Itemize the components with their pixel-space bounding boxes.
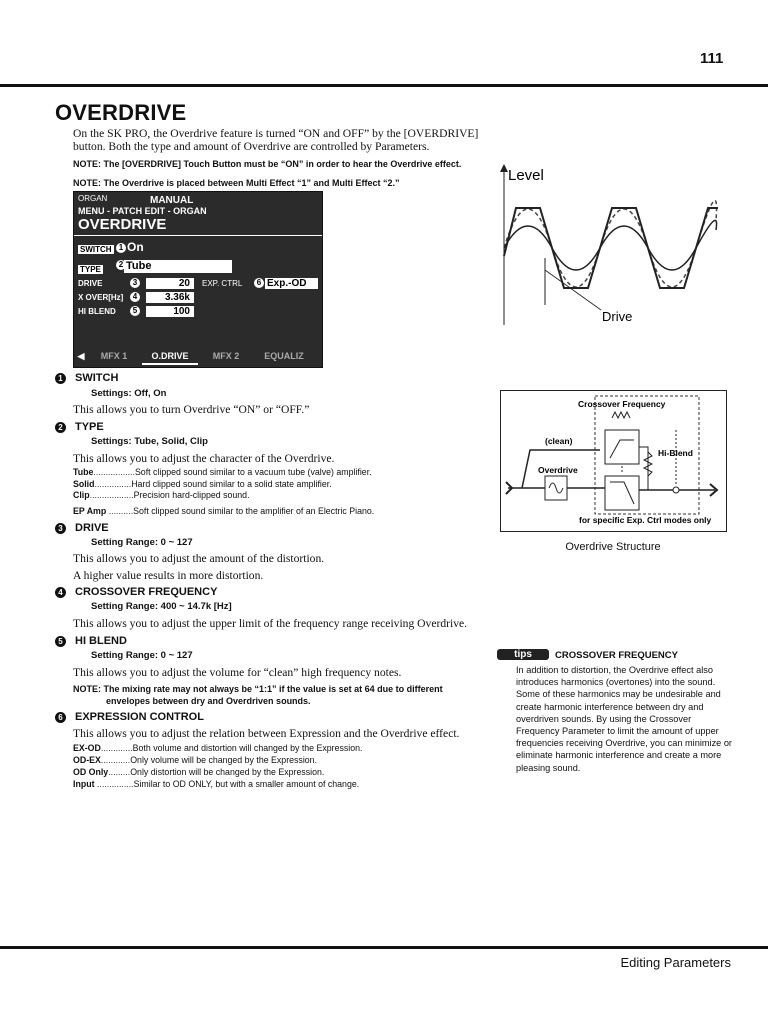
- hiblend-note-line-2: envelopes between dry and Overdriven sounds.: [106, 696, 311, 706]
- lcd-type-label: TYPE: [80, 265, 101, 274]
- tab-left-arrow-icon[interactable]: ◀: [77, 351, 85, 361]
- waveform-drive-label: Drive: [602, 309, 633, 324]
- lcd-marker-4: 4: [130, 292, 140, 302]
- crossover-settings: Setting Range: 400 ~ 14.7k [Hz]: [91, 601, 232, 612]
- lcd-exp-label: EXP. CTRL: [202, 279, 243, 288]
- lcd-xover-value: 3.36k: [146, 292, 194, 303]
- footer-rule: [0, 946, 768, 949]
- hiblend-settings: Setting Range: 0 ~ 127: [91, 650, 193, 661]
- section-number-badge: 6: [55, 712, 66, 723]
- def-input: Input ...............Similar to OD ONLY, but with a smaller amount of change.: [73, 779, 360, 789]
- diagram-exp-note: for specific Exp. Ctrl modes only: [579, 515, 712, 525]
- def-ex-od: EX-OD.............Both volume and distortion will changed by the Expression.: [73, 743, 363, 753]
- tab-mfx2[interactable]: MFX 2: [212, 351, 240, 361]
- lcd-exp-value: Exp.-OD: [265, 278, 318, 289]
- switch-description: This allows you to turn Overdrive “ON” or “OFF.”: [73, 403, 310, 416]
- lcd-screen: [73, 191, 323, 368]
- mix-node: [673, 487, 679, 493]
- section-hiblend-title: 5 HI BLEND: [55, 635, 127, 647]
- header-rule: [0, 84, 768, 87]
- drive-description-2: A higher value results in more distortion.: [73, 569, 264, 582]
- lcd-drive-value: 20: [146, 278, 194, 289]
- tips-title: CROSSOVER FREQUENCY: [555, 650, 678, 661]
- lcd-menu-path: MENU - PATCH EDIT - ORGAN: [78, 206, 207, 216]
- diagram-crossover-label: Crossover Frequency: [578, 399, 666, 409]
- waveform-figure: [496, 160, 721, 330]
- lcd-marker-6: 6: [254, 278, 264, 288]
- lcd-hiblend-label: HI BLEND: [78, 307, 116, 316]
- def-solid: Solid...............Hard clipped sound similar to a solid state amplifier.: [73, 479, 332, 489]
- diagram-overdrive-label: Overdrive: [538, 465, 578, 475]
- section-number-badge: 4: [55, 587, 66, 598]
- lcd-marker-3: 3: [130, 278, 140, 288]
- def-clip: Clip..................Precision hard-clipped sound.: [73, 490, 250, 500]
- lowpass-filter-block: [605, 476, 639, 510]
- type-description: This allows you to adjust the character of the Overdrive.: [73, 452, 335, 465]
- tab-mfx1[interactable]: MFX 1: [100, 351, 128, 361]
- footer-section-title: Editing Parameters: [620, 955, 731, 970]
- intro-paragraph: On the SK PRO, the Overdrive feature is turned “ON and OFF” by the [OVERDRIVE] button. Both the type and amount of Overdrive are controlled by Parameters.: [73, 127, 479, 153]
- section-crossover-title: 4 CROSSOVER FREQUENCY: [55, 586, 217, 598]
- crossover-description: This allows you to adjust the upper limit of the frequency range receiving Overdrive.: [73, 617, 468, 630]
- waveform-axis-arrow: [500, 164, 508, 172]
- waveform-level-label: Level: [508, 167, 544, 184]
- switch-settings: Settings: Off, On: [91, 388, 167, 399]
- lcd-hiblend-value: 100: [146, 306, 194, 317]
- section-number-badge: 1: [55, 373, 66, 384]
- def-ep-amp: EP Amp ..........Soft clipped sound similar to the amplifier of an Electric Piano.: [73, 506, 375, 516]
- lcd-manual: MANUAL: [150, 195, 194, 206]
- section-number-badge: 5: [55, 636, 66, 647]
- waveform-clean-wave: [504, 220, 717, 270]
- note-placement: NOTE: The Overdrive is placed between Multi Effect “1” and Multi Effect “2.”: [73, 178, 400, 188]
- section-drive-title: 3 DRIVE: [55, 522, 109, 534]
- highpass-filter-block: [605, 430, 639, 464]
- lcd-drive-label: DRIVE: [78, 279, 103, 288]
- tab-odrive[interactable]: O.DRIVE: [142, 347, 198, 365]
- tips-body: In addition to distortion, the Overdrive effect also introduces harmonics (overtones) into the sound. Some of these harmonics may be undesirable and create harmonic interference between dry and overdriven sounds. By using the Crossover Frequency Parameter to limit the amount of upper frequencies receiving Overdrive, you can minimize or eliminate harmonic interference and create a more pleasing sound.: [516, 665, 732, 773]
- lcd-switch-value: On: [127, 240, 144, 254]
- lcd-divider: [74, 235, 322, 236]
- def-tube: Tube.................Soft clipped sound similar to a vacuum tube (valve) amplifier.: [73, 467, 372, 477]
- lcd-marker-5: 5: [130, 306, 140, 316]
- note-touch-button: NOTE: The [OVERDRIVE] Touch Button must be “ON” in order to hear the Overdrive effect.: [73, 159, 462, 169]
- hiblend-note-line-1: NOTE: The mixing rate may not always be “1:1” if the value is set at 64 due to different: [73, 684, 443, 694]
- diagram-hiblend-label: Hi-Blend: [658, 448, 693, 458]
- def-od-only: OD Only.........Only distortion will be changed by the Expression.: [73, 767, 325, 777]
- section-switch-title: 1 SWITCH: [55, 372, 118, 384]
- lcd-marker-2: 2: [116, 260, 126, 270]
- type-settings: Settings: Tube, Solid, Clip: [91, 436, 208, 447]
- page-number: 111: [700, 50, 724, 67]
- page-title: OVERDRIVE: [55, 100, 187, 125]
- lcd-type-value: Tube: [124, 260, 232, 273]
- def-od-ex: OD-EX............Only volume will be changed by the Expression.: [73, 755, 318, 765]
- expression-description: This allows you to adjust the relation between Expression and the Overdrive effect.: [73, 727, 460, 740]
- lcd-heading: OVERDRIVE: [78, 216, 167, 233]
- lcd-tab-bar: [74, 347, 322, 365]
- lcd-xover-label: X OVER[Hz]: [78, 293, 124, 302]
- section-type-title: 2 TYPE: [55, 421, 104, 433]
- lcd-marker-1: 1: [116, 243, 126, 253]
- tips-badge: tips: [497, 649, 549, 660]
- diagram-caption: Overdrive Structure: [565, 541, 661, 553]
- section-expression-title: 6 EXPRESSION CONTROL: [55, 711, 204, 723]
- lcd-mode: ORGAN: [78, 194, 108, 203]
- lcd-switch-label: SWITCH: [80, 245, 112, 254]
- hiblend-description: This allows you to adjust the volume for “clean” high frequency notes.: [73, 666, 402, 679]
- section-number-badge: 3: [55, 523, 66, 534]
- tab-equaliz[interactable]: EQUALIZ: [264, 351, 304, 361]
- drive-settings: Setting Range: 0 ~ 127: [91, 537, 193, 548]
- waveform-driven-wave: [504, 208, 718, 288]
- overdrive-structure-diagram: [500, 390, 727, 532]
- diagram-clean-label: (clean): [545, 436, 573, 446]
- section-number-badge: 2: [55, 422, 66, 433]
- drive-description-1: This allows you to adjust the amount of the distortion.: [73, 552, 325, 565]
